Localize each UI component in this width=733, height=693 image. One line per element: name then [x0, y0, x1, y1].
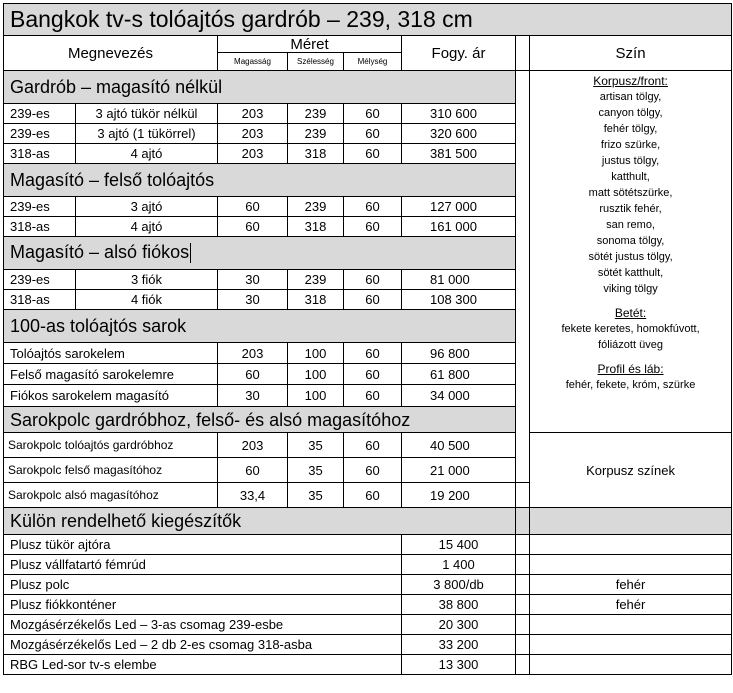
corner-colors: Korpusz színek: [530, 433, 732, 508]
row-height: 203: [218, 104, 288, 124]
row-desc: 3 ajtó tükör nélkül: [76, 104, 218, 124]
row-height: 203: [218, 124, 288, 144]
row-price: 3 800/db: [402, 575, 516, 595]
row-height: 203: [218, 343, 288, 364]
row-name: Sarokpolc felső magasítóhoz: [4, 458, 218, 483]
header-color: Szín: [530, 36, 732, 71]
row-height: 30: [218, 270, 288, 290]
row-desc: 3 ajtó: [76, 197, 218, 217]
row-price: 81 000: [402, 270, 516, 290]
row-depth: 60: [344, 124, 402, 144]
row-name: Fiókos sarokelem magasító: [4, 385, 218, 407]
row-model: 239-es: [4, 270, 76, 290]
row-name: Plusz vállfatartó fémrúd: [4, 555, 402, 575]
row-desc: 3 ajtó (1 tükörrel): [76, 124, 218, 144]
row-depth: 60: [344, 197, 402, 217]
color-empty: [530, 508, 732, 535]
gap-cell: [516, 595, 530, 615]
section-title: Sarokpolc gardróbhoz, felső- és alsó magasítóhoz: [4, 407, 516, 433]
row-name: Sarokpolc alsó magasítóhoz: [4, 483, 218, 508]
row-width: 100: [288, 364, 344, 385]
row-depth: 60: [344, 217, 402, 237]
row-price: 161 000: [402, 217, 516, 237]
row-model: 239-es: [4, 104, 76, 124]
row-depth: 60: [344, 458, 402, 483]
row-depth: 60: [344, 104, 402, 124]
header-height: Magasság: [218, 53, 288, 71]
row-height: 60: [218, 364, 288, 385]
row-height: 60: [218, 458, 288, 483]
row-name: Plusz tükör ajtóra: [4, 535, 402, 555]
text-cursor: [190, 243, 191, 263]
row-color: [530, 635, 732, 655]
color-item: fóliázott üveg: [598, 339, 663, 351]
korpusz-heading: Korpusz/front:: [593, 74, 668, 88]
color-item: canyon tölgy,: [598, 107, 663, 119]
row-model: 239-es: [4, 197, 76, 217]
row-price: 21 000: [402, 458, 516, 483]
color-item: sonoma tölgy,: [596, 235, 665, 247]
section-title-text: Magasító – alsó fiókos: [10, 241, 190, 262]
color-item: fehér, fekete, króm, szürke: [565, 379, 696, 391]
row-depth: 60: [344, 144, 402, 164]
row-width: 318: [288, 144, 344, 164]
betet-block: [530, 305, 731, 353]
row-depth: 60: [344, 483, 402, 508]
row-desc: 4 ajtó: [76, 217, 218, 237]
row-height: 30: [218, 385, 288, 407]
row-price: 96 800: [402, 343, 516, 364]
row-price: 127 000: [402, 197, 516, 217]
color-item: justus tölgy,: [601, 155, 660, 167]
color-item: sötét katthult,: [597, 267, 664, 279]
row-width: 35: [288, 483, 344, 508]
row-depth: 60: [344, 343, 402, 364]
row-height: 203: [218, 433, 288, 458]
color-item: fekete keretes, homokfúvott,: [561, 323, 700, 335]
row-width: 318: [288, 290, 344, 310]
row-color: [530, 535, 732, 555]
row-desc: 4 fiók: [76, 290, 218, 310]
row-price: 108 300: [402, 290, 516, 310]
row-name: Mozgásérzékelős Led – 3-as csomag 239-esbe: [4, 615, 402, 635]
row-price: 38 800: [402, 595, 516, 615]
page-title: Bangkok tv-s tolóajtós gardrób – 239, 318 cm: [4, 4, 732, 36]
color-item: san remo,: [606, 219, 655, 231]
color-item: rusztik fehér,: [599, 203, 662, 215]
row-color: [530, 655, 732, 675]
row-height: 203: [218, 144, 288, 164]
color-item: frizo szürke,: [600, 139, 661, 151]
section-title[interactable]: [4, 237, 516, 270]
row-color: fehér: [530, 595, 732, 615]
row-depth: 60: [344, 290, 402, 310]
row-name: Tolóajtós sarokelem: [4, 343, 218, 364]
row-name: RBG Led-sor tv-s elembe: [4, 655, 402, 675]
color-item: artisan tölgy,: [599, 91, 662, 103]
color-list: [530, 71, 732, 433]
betet-heading: Betét:: [614, 306, 647, 320]
row-depth: 60: [344, 270, 402, 290]
row-desc: 3 fiók: [76, 270, 218, 290]
row-height: 33,4: [218, 483, 288, 508]
row-price: 40 500: [402, 433, 516, 458]
gap-cell: [516, 71, 530, 483]
section-title: Gardrób – magasító nélkül: [4, 71, 516, 104]
row-depth: 60: [344, 433, 402, 458]
row-price: 33 200: [402, 635, 516, 655]
price-table: [3, 3, 732, 675]
gap-cell: [516, 36, 530, 71]
row-model: 318-as: [4, 290, 76, 310]
row-price: 381 500: [402, 144, 516, 164]
row-width: 100: [288, 385, 344, 407]
color-item: viking tölgy: [603, 283, 658, 295]
gap-cell: [516, 555, 530, 575]
row-price: 34 000: [402, 385, 516, 407]
section-title: 100-as tolóajtós sarok: [4, 310, 516, 343]
row-name: Felső magasító sarokelemre: [4, 364, 218, 385]
row-model: 318-as: [4, 144, 76, 164]
row-depth: 60: [344, 364, 402, 385]
row-price: 19 200: [402, 483, 516, 508]
color-item: fehér tölgy,: [603, 123, 658, 135]
row-price: 61 800: [402, 364, 516, 385]
gap-cell: [516, 575, 530, 595]
row-model: 239-es: [4, 124, 76, 144]
row-price: 20 300: [402, 615, 516, 635]
row-width: 35: [288, 458, 344, 483]
gap-cell: [516, 615, 530, 635]
header-size: Méret: [218, 36, 402, 53]
row-name: Plusz fiókkonténer: [4, 595, 402, 615]
row-color: fehér: [530, 575, 732, 595]
row-width: 239: [288, 104, 344, 124]
korpusz-block: [530, 73, 731, 297]
header-name: Megnevezés: [4, 36, 218, 71]
section-title: Külön rendelhető kiegészítők: [4, 508, 516, 535]
profil-heading: Profil és láb:: [597, 362, 664, 376]
row-height: 60: [218, 217, 288, 237]
gap-cell: [516, 635, 530, 655]
profil-block: [530, 361, 731, 393]
header-depth: Mélység: [344, 53, 402, 71]
row-price: 1 400: [402, 555, 516, 575]
row-name: Mozgásérzékelős Led – 2 db 2-es csomag 318-asba: [4, 635, 402, 655]
row-price: 320 600: [402, 124, 516, 144]
section-title: Magasító – felső tolóajtós: [4, 164, 516, 197]
row-width: 35: [288, 433, 344, 458]
row-price: 15 400: [402, 535, 516, 555]
gap-cell: [516, 535, 530, 555]
gap-cell: [516, 655, 530, 675]
color-item: katthult,: [611, 171, 650, 183]
color-item: sötét justus tölgy,: [588, 251, 673, 263]
header-price: Fogy. ár: [402, 36, 516, 71]
row-color: [530, 555, 732, 575]
row-price: 310 600: [402, 104, 516, 124]
row-model: 318-as: [4, 217, 76, 237]
row-width: 318: [288, 217, 344, 237]
row-color: [530, 615, 732, 635]
row-name: Sarokpolc tolóajtós gardróbhoz: [4, 433, 218, 458]
row-price: 13 300: [402, 655, 516, 675]
header-width: Szélesség: [288, 53, 344, 71]
row-width: 239: [288, 270, 344, 290]
color-item: matt sötétszürke,: [588, 187, 673, 199]
row-width: 239: [288, 124, 344, 144]
gap-cell: [516, 508, 530, 535]
row-width: 239: [288, 197, 344, 217]
row-height: 60: [218, 197, 288, 217]
row-height: 30: [218, 290, 288, 310]
row-width: 100: [288, 343, 344, 364]
row-depth: 60: [344, 385, 402, 407]
row-name: Plusz polc: [4, 575, 402, 595]
row-desc: 4 ajtó: [76, 144, 218, 164]
